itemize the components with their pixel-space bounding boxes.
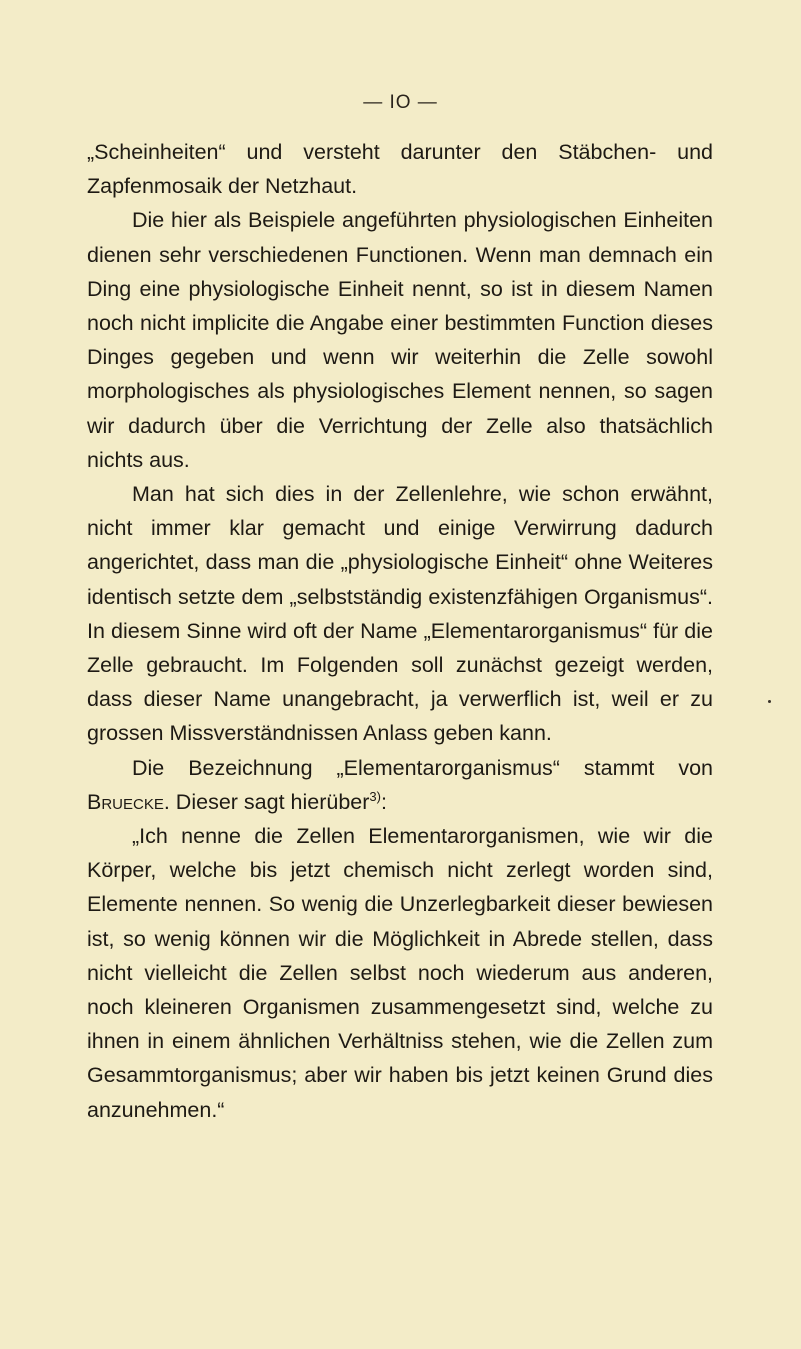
margin-mark [768,700,771,703]
paragraph-4-after: . Dieser sagt hierüber [163,789,370,814]
paragraph-4-end: : [380,789,387,814]
paragraph-4 [87,751,713,819]
author-name: Bruecke [87,789,164,814]
paragraph-2: Die hier als Beispiele angeführten physiologischen Einheiten dienen sehr verschiedenen Functionen. Wenn man demnach ein Ding eine physiologische Einheit nennt, so ist in diesem Namen noch nicht implicite die Angabe einer bestimmten Function dieses Dinges gegeben und wenn wir weiterhin die Zelle sowohl morphologisches als physiologisches Element nennen, so sagen wir dadurch über die Verrichtung der Zelle also thatsächlich nichts aus. [87,208,713,472]
body-text [87,135,713,1127]
paragraph-4-before: Die Bezeichnung „Elementarorganismus“ stammt von [132,755,713,780]
footnote-marker[interactable]: 3) [369,788,381,804]
page-number: — IO — [363,92,438,113]
paragraph-3: Man hat sich dies in der Zellenlehre, wie schon erwähnt, nicht immer klar gemacht und einige Verwirrung dadurch angerichtet, dass man die „physiologische Einheit“ ohne Weiteres identisch setzte dem „selbstständig existenzfähigen Organismus“. In diesem Sinne wird oft der Name „Elementarorganismus“ für die Zelle gebraucht. Im Folgenden soll zunächst gezeigt werden, dass dieser Name unangebracht, ja verwerflich ist, weil er zu grossen Missverständnissen Anlass geben kann. [87,482,713,746]
quotation-paragraph: „Ich nenne die Zellen Elementarorganismen, wie wir die Körper, welche bis jetzt chemisch nicht zerlegt worden sind, Elemente nennen. So wenig die Unzerlegbarkeit dieser bewiesen ist, so wenig können wir die Möglichkeit in Abrede stellen, dass nicht vielleicht die Zellen selbst noch wiederum aus anderen, noch kleineren Organismen zusammengesetzt sind, welche zu ihnen in einem ähnlichen Verhältniss stehen, wie die Zellen zum Gesammtorganismus; aber wir haben bis jetzt keinen Grund dies anzunehmen.“ [87,824,713,1122]
paragraph-1: „Scheinheiten“ und versteht darunter den Stäbchen- und Zapfenmosaik der Netzhaut. [87,140,713,199]
